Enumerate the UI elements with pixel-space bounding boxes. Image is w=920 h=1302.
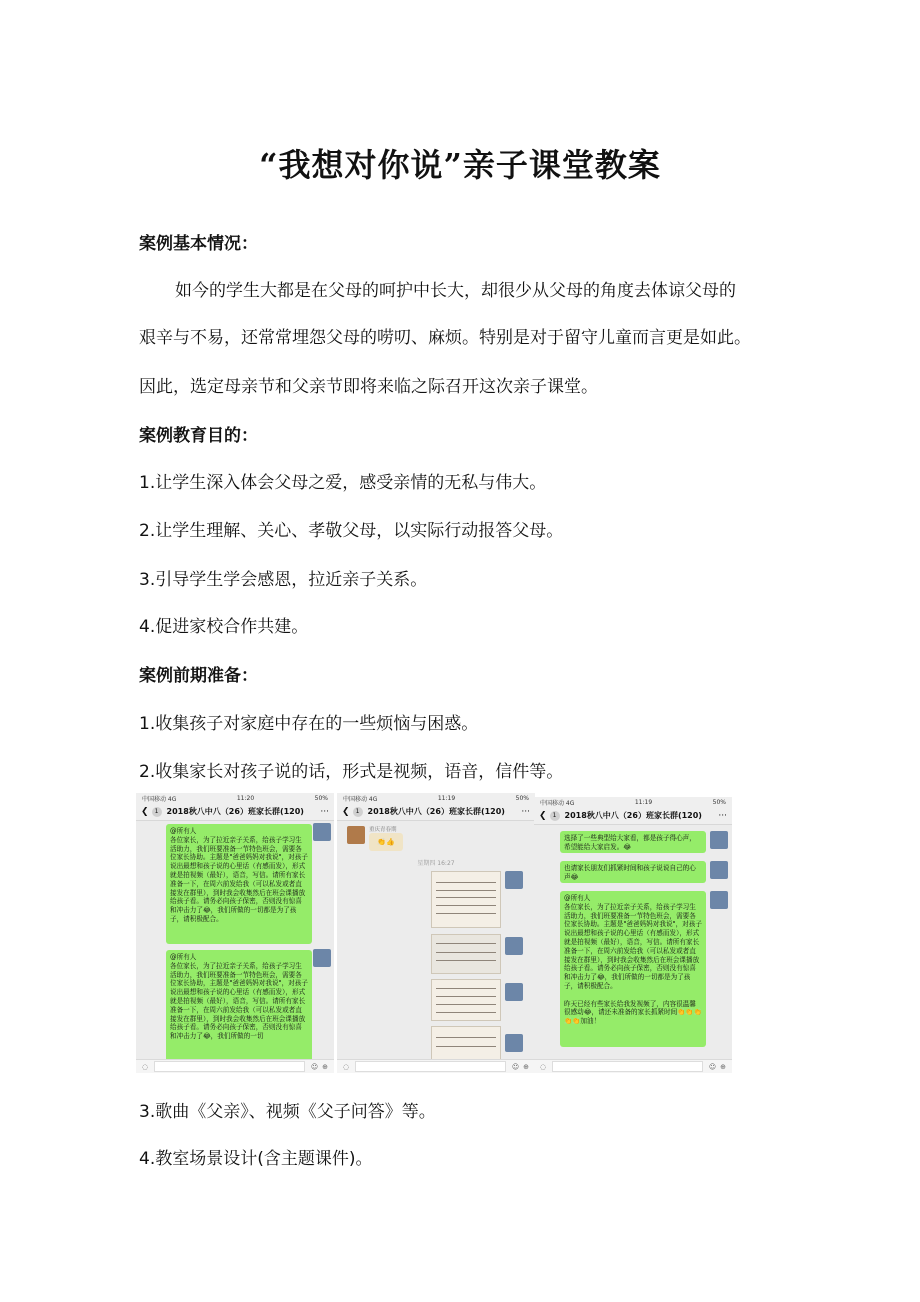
message-bubble: 也请家长朋友们抓紧时间和孩子说说自己的心声😂	[560, 861, 706, 883]
group-title: 2018秋八中八（26）班家长群(120)	[166, 807, 304, 816]
paragraph-line: 因此，选定母亲节和父亲节即将来临之际召开这次亲子课堂。	[139, 377, 598, 397]
sender-name: 重庆青春期	[369, 827, 397, 833]
back-arrow-icon[interactable]: ❮	[342, 806, 350, 817]
letter-photo[interactable]	[431, 979, 501, 1021]
voice-icon[interactable]: ◌	[343, 1062, 350, 1071]
battery-label: 50%	[712, 798, 726, 806]
unread-badge: 1	[550, 811, 560, 821]
list-item: 4.教室场景设计(含主题课件)。	[139, 1149, 373, 1169]
message-input[interactable]	[552, 1061, 703, 1072]
phone-screenshot-1	[136, 793, 334, 1073]
avatar	[347, 826, 365, 844]
chat-screenshots	[136, 793, 736, 1073]
unread-badge: 1	[152, 807, 162, 817]
letter-photo[interactable]	[431, 934, 501, 974]
document-title: “我想对你说”亲子课堂教案	[259, 146, 661, 184]
avatar	[505, 1034, 523, 1052]
message-input[interactable]	[154, 1061, 305, 1072]
back-arrow-icon[interactable]: ❮	[141, 806, 149, 817]
message-timestamp: 星期四 16:27	[417, 860, 455, 867]
emoji-icon[interactable]: ☺	[511, 1062, 520, 1071]
status-bar	[136, 793, 334, 803]
back-arrow-icon[interactable]: ❮	[539, 810, 547, 821]
battery-label: 50%	[314, 794, 328, 802]
paragraph-line: 如今的学生大都是在父母的呵护中长大，却很少从父母的角度去体谅父母的	[175, 281, 736, 301]
chat-area	[337, 821, 535, 1059]
more-icon[interactable]: ···	[718, 810, 727, 821]
phone-screenshot-2	[337, 793, 535, 1073]
emoji-icon[interactable]: ☺	[310, 1062, 319, 1071]
phone-screenshot-3	[534, 797, 732, 1073]
paragraph-line: 艰辛与不易，还常常埋怨父母的唠叨、麻烦。特别是对于留守儿童而言更是如此。	[139, 328, 751, 348]
more-icon[interactable]: ···	[521, 806, 530, 817]
list-item: 4.促进家校合作共建。	[139, 617, 309, 637]
list-item: 2.让学生理解、关心、孝敬父母，以实际行动报答父母。	[139, 521, 564, 541]
list-item: 3.引导学生学会感恩，拉近亲子关系。	[139, 570, 428, 590]
voice-icon[interactable]: ◌	[142, 1062, 149, 1071]
group-title: 2018秋八中八（26）班家长群(120)	[367, 807, 505, 816]
chat-input-bar	[136, 1059, 334, 1073]
avatar	[710, 861, 728, 879]
chat-input-bar	[337, 1059, 535, 1073]
letter-photo[interactable]	[431, 871, 501, 928]
voice-icon[interactable]: ◌	[540, 1062, 547, 1071]
message-bubble: @所有人 各位家长，为了拉近亲子关系，给孩子学习生活助力，我们班要准备一节特色班会，需要各位家长协助。主题是"爸爸妈妈对我说"，对孩子说出最想和孩子说的心里话（有感而发），形式就是拍视频（最好），语音，写信。请所有家长准备一下，在周六前发给我（可以私发或者直接发在群里），到时我会收集然后在班会课播放给孩子看。请务必向孩子保密，否则没有惊喜和冲击力了😂，我们所做的一切都是为了孩子，请积极配合。 昨天已经有些家长给我发视频了，内容很温馨很感动😂，请还未准备的家长抓紧时间👏👏👏👏👏加油！	[560, 891, 706, 1047]
clock-label: 11:19	[634, 798, 653, 806]
carrier-label: 中国移动 4G	[142, 795, 177, 803]
section-heading-prep: 案例前期准备：	[139, 666, 258, 686]
avatar	[710, 891, 728, 909]
chat-header	[534, 807, 732, 825]
battery-label: 50%	[515, 794, 529, 802]
avatar	[313, 823, 331, 841]
list-item: 2.收集家长对孩子说的话，形式是视频，语音，信件等。	[139, 762, 564, 782]
more-icon[interactable]: ···	[320, 806, 329, 817]
avatar	[505, 871, 523, 889]
plus-icon[interactable]: ⊕	[720, 1062, 726, 1071]
emoji-icon[interactable]: ☺	[708, 1062, 717, 1071]
avatar	[313, 949, 331, 967]
unread-badge: 1	[353, 807, 363, 817]
status-bar	[337, 793, 535, 803]
clock-label: 11:19	[437, 794, 456, 802]
plus-icon[interactable]: ⊕	[322, 1062, 328, 1071]
carrier-label: 中国移动 4G	[343, 795, 378, 803]
section-heading-goal: 案例教育目的：	[139, 426, 258, 446]
chat-header	[136, 803, 334, 821]
avatar	[710, 831, 728, 849]
message-bubble: @所有人 各位家长，为了拉近亲子关系，给孩子学习生活助力，我们班要准备一节特色班会，需要各位家长协助，主题是"爸爸妈妈对我说"，对孩子说出最想和孩子说的心里话（有感而发），形式就是拍视频（最好），语音，写信。请所有家长准备一下，在周六前发给我（可以私发或者直接发在群里），到时我会收集然后在班会课播放给孩子看。请务必向孩子保密，否则没有惊喜和冲击力了😂，我们所做的一切	[166, 950, 312, 1070]
message-input[interactable]	[355, 1061, 506, 1072]
plus-icon[interactable]: ⊕	[523, 1062, 529, 1071]
sticker-message: 👏👍	[369, 833, 403, 851]
group-title: 2018秋八中八（26）班家长群(120)	[564, 811, 702, 820]
list-item: 1.收集孩子对家庭中存在的一些烦恼与困惑。	[139, 714, 479, 734]
chat-area	[136, 821, 334, 1059]
chat-header	[337, 803, 535, 821]
message-bubble: 选择了一些典型给大家看，都是孩子得心声，希望能给大家启发。😂	[560, 831, 706, 853]
message-bubble: @所有人 各位家长，为了拉近亲子关系，给孩子学习生活助力，我们班要准备一节特色班会，需要各位家长协助。主题是"爸爸妈妈对我说"，对孩子说出最想和孩子说的心里话（有感而发），形式就是拍视频（最好），语音，写信。请所有家长准备一下，在周六前发给我（可以私发或者直接发在群里），到时我会收集然后在班会课播放给孩子看。请务必向孩子保密，否则没有惊喜和冲击力了😂，我们所做的一切都是为了孩子，请积极配合。	[166, 824, 312, 944]
chat-input-bar	[534, 1059, 732, 1073]
letter-photo[interactable]	[431, 1026, 501, 1060]
clock-label: 11:20	[236, 794, 255, 802]
carrier-label: 中国移动 4G	[540, 799, 575, 807]
avatar	[505, 937, 523, 955]
list-item: 1.让学生深入体会父母之爱，感受亲情的无私与伟大。	[139, 473, 547, 493]
chat-area	[534, 825, 732, 1059]
list-item: 3.歌曲《父亲》、视频《父子问答》等。	[139, 1102, 436, 1122]
status-bar	[534, 797, 732, 807]
avatar	[505, 983, 523, 1001]
section-heading-basic: 案例基本情况：	[139, 234, 258, 254]
